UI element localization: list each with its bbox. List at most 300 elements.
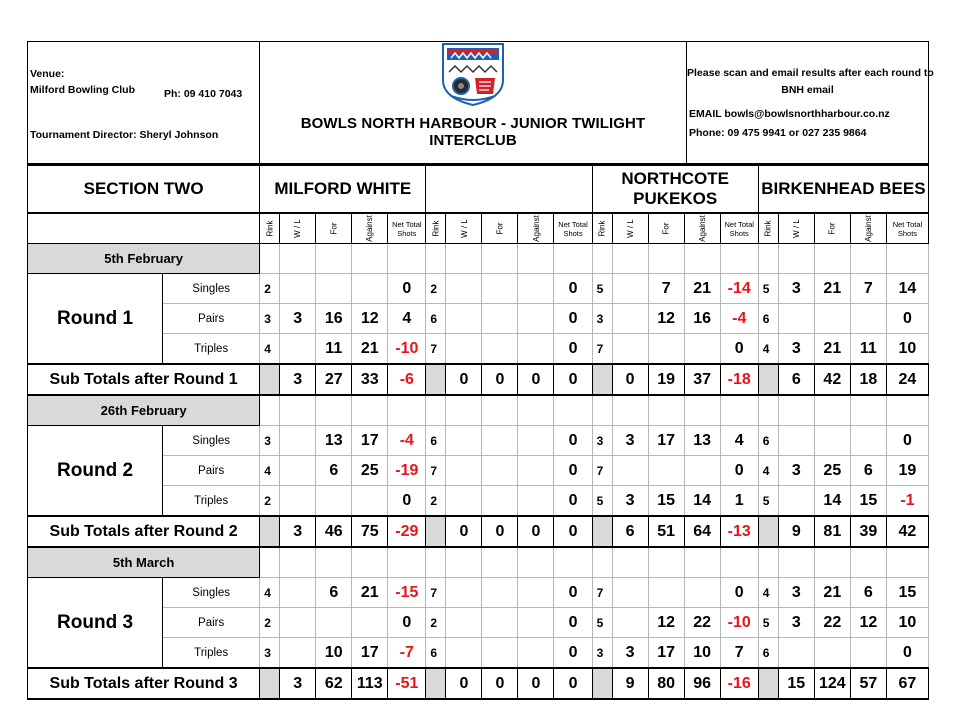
round-name: Round 1 xyxy=(28,274,163,365)
result-row xyxy=(28,334,929,365)
shots-against: 21 xyxy=(352,334,388,365)
net-total-shots: -19 xyxy=(388,456,426,486)
rink-number: 2 xyxy=(260,274,280,304)
blank-cell xyxy=(426,244,446,274)
shots-against xyxy=(518,456,554,486)
win-loss xyxy=(446,486,482,517)
blank-cell xyxy=(388,395,426,426)
team-name: BIRKENHEAD BEES xyxy=(758,165,928,213)
shots-for xyxy=(814,638,850,669)
blank-cell xyxy=(684,395,720,426)
net-total-shots: 10 xyxy=(886,608,928,638)
blank-cell xyxy=(886,395,928,426)
net-total-shots: 0 xyxy=(720,334,758,365)
column-header-label: Net Total Shots xyxy=(392,219,422,238)
blank-cell xyxy=(778,547,814,578)
column-header-label: W / L xyxy=(625,219,635,238)
blank-cell xyxy=(684,547,720,578)
shots-for: 17 xyxy=(648,426,684,456)
column-header-label: Against xyxy=(697,215,707,242)
column-header-label: Rink xyxy=(763,220,773,237)
subtotal-label: Sub Totals after Round 1 xyxy=(28,364,260,395)
subtotal-win-loss: 6 xyxy=(612,516,648,547)
shots-against: 17 xyxy=(352,426,388,456)
blank-cell xyxy=(28,213,260,244)
shots-against: 6 xyxy=(850,578,886,608)
shots-against xyxy=(518,486,554,517)
round-name: Round 3 xyxy=(28,578,163,669)
win-loss xyxy=(280,608,316,638)
win-loss xyxy=(446,274,482,304)
win-loss xyxy=(280,274,316,304)
blank-cell xyxy=(612,244,648,274)
rink-number: 2 xyxy=(260,486,280,517)
net-total-shots: 0 xyxy=(554,638,592,669)
subtotal-for: 0 xyxy=(482,668,518,699)
subtotal-net: 0 xyxy=(554,516,592,547)
column-header xyxy=(886,213,928,244)
subtotal-rink-cell xyxy=(260,516,280,547)
rink-number: 3 xyxy=(592,638,612,669)
subtotal-against: 96 xyxy=(684,668,720,699)
column-header xyxy=(592,213,612,244)
round-date-row xyxy=(28,244,929,274)
subtotal-against: 39 xyxy=(850,516,886,547)
win-loss: 3 xyxy=(280,304,316,334)
win-loss xyxy=(612,274,648,304)
shots-for: 17 xyxy=(648,638,684,669)
win-loss xyxy=(280,578,316,608)
subtotal-net: -18 xyxy=(720,364,758,395)
column-header-label: Against xyxy=(365,215,375,242)
net-total-shots: -14 xyxy=(720,274,758,304)
blank-cell xyxy=(446,244,482,274)
subtotal-row xyxy=(28,668,929,699)
venue-phone: Ph: 09 410 7043 xyxy=(164,88,243,100)
column-header xyxy=(850,213,886,244)
venue-panel xyxy=(27,41,260,164)
win-loss: 3 xyxy=(612,486,648,517)
shots-against: 12 xyxy=(850,608,886,638)
shots-against: 15 xyxy=(850,486,886,517)
shots-against: 14 xyxy=(684,486,720,517)
subtotal-against: 57 xyxy=(850,668,886,699)
column-header xyxy=(612,213,648,244)
net-total-shots: -7 xyxy=(388,638,426,669)
blank-cell xyxy=(778,395,814,426)
round-date: 26th February xyxy=(28,395,260,426)
shots-against: 11 xyxy=(850,334,886,365)
team-name xyxy=(426,165,592,213)
rink-number: 4 xyxy=(758,456,778,486)
subtotal-win-loss: 0 xyxy=(446,668,482,699)
blank-cell xyxy=(648,547,684,578)
win-loss xyxy=(778,486,814,517)
net-total-shots: -4 xyxy=(388,426,426,456)
subtotal-win-loss: 3 xyxy=(280,668,316,699)
net-total-shots: 0 xyxy=(554,334,592,365)
results-table xyxy=(27,164,929,700)
blank-cell xyxy=(850,244,886,274)
shots-against xyxy=(684,334,720,365)
rink-number: 4 xyxy=(260,334,280,365)
subtotal-win-loss: 6 xyxy=(778,364,814,395)
blank-cell xyxy=(554,244,592,274)
subtotal-rink-cell xyxy=(426,516,446,547)
game-type: Triples xyxy=(163,638,260,669)
rink-number: 5 xyxy=(758,274,778,304)
game-type: Pairs xyxy=(163,304,260,334)
net-total-shots: 0 xyxy=(886,304,928,334)
rink-number: 6 xyxy=(758,426,778,456)
rink-number: 2 xyxy=(426,274,446,304)
win-loss xyxy=(446,608,482,638)
rink-number: 6 xyxy=(426,304,446,334)
column-header-label: W / L xyxy=(459,219,469,238)
win-loss xyxy=(612,456,648,486)
round-date-row xyxy=(28,547,929,578)
net-total-shots: 0 xyxy=(720,456,758,486)
shots-against xyxy=(352,274,388,304)
subtotal-for: 0 xyxy=(482,364,518,395)
subtotal-net: 0 xyxy=(554,364,592,395)
subtotal-win-loss: 0 xyxy=(612,364,648,395)
win-loss xyxy=(280,486,316,517)
net-total-shots: 0 xyxy=(886,638,928,669)
contact-phone: Phone: 09 475 9941 or 027 235 9864 xyxy=(689,127,867,139)
subtotal-against: 0 xyxy=(518,668,554,699)
shots-for xyxy=(482,578,518,608)
subtotal-for: 81 xyxy=(814,516,850,547)
subtotal-for: 124 xyxy=(814,668,850,699)
shots-for: 22 xyxy=(814,608,850,638)
shots-against xyxy=(518,578,554,608)
net-total-shots: 0 xyxy=(554,608,592,638)
shots-against xyxy=(850,638,886,669)
blank-cell xyxy=(446,395,482,426)
blank-cell xyxy=(758,395,778,426)
column-header-label: Against xyxy=(863,215,873,242)
blank-cell xyxy=(886,547,928,578)
rink-number: 3 xyxy=(260,304,280,334)
win-loss: 3 xyxy=(778,578,814,608)
shots-against: 16 xyxy=(684,304,720,334)
subtotal-for: 62 xyxy=(316,668,352,699)
instructions-panel xyxy=(686,41,934,164)
rink-number: 7 xyxy=(592,334,612,365)
win-loss xyxy=(778,638,814,669)
shots-against: 21 xyxy=(684,274,720,304)
column-header xyxy=(352,213,388,244)
net-total-shots: 0 xyxy=(554,578,592,608)
subtotal-for: 42 xyxy=(814,364,850,395)
result-row xyxy=(28,578,929,608)
net-total-shots: -15 xyxy=(388,578,426,608)
net-total-shots: 14 xyxy=(886,274,928,304)
rink-number: 5 xyxy=(758,486,778,517)
blank-cell xyxy=(352,244,388,274)
blank-cell xyxy=(352,547,388,578)
shots-for xyxy=(482,426,518,456)
net-total-shots: 19 xyxy=(886,456,928,486)
shots-for xyxy=(482,334,518,365)
shots-for: 25 xyxy=(814,456,850,486)
subtotal-net: -16 xyxy=(720,668,758,699)
blank-cell xyxy=(592,547,612,578)
subtotal-net: -6 xyxy=(388,364,426,395)
net-total-shots: 0 xyxy=(554,304,592,334)
shots-against xyxy=(518,334,554,365)
subtotal-rink-cell xyxy=(758,516,778,547)
shots-against xyxy=(518,274,554,304)
shots-against: 6 xyxy=(850,456,886,486)
win-loss xyxy=(612,334,648,365)
column-header xyxy=(684,213,720,244)
subtotal-win-loss: 9 xyxy=(612,668,648,699)
rink-number: 2 xyxy=(260,608,280,638)
blank-cell xyxy=(426,395,446,426)
subtotal-against: 37 xyxy=(684,364,720,395)
net-total-shots: -1 xyxy=(886,486,928,517)
win-loss: 3 xyxy=(778,274,814,304)
blank-cell xyxy=(260,547,280,578)
win-loss: 3 xyxy=(778,608,814,638)
subtotal-rink-cell xyxy=(758,364,778,395)
subtotal-net: 0 xyxy=(554,668,592,699)
result-row xyxy=(28,486,929,517)
game-type: Triples xyxy=(163,334,260,365)
rink-number: 4 xyxy=(260,456,280,486)
column-header-label: Net Total Shots xyxy=(558,219,588,238)
shots-for: 21 xyxy=(814,274,850,304)
column-header-label: For xyxy=(495,222,505,235)
rink-number: 6 xyxy=(426,638,446,669)
shots-against: 7 xyxy=(850,274,886,304)
win-loss xyxy=(446,456,482,486)
shots-for xyxy=(316,608,352,638)
net-total-shots: 0 xyxy=(554,274,592,304)
shots-for xyxy=(648,578,684,608)
win-loss: 3 xyxy=(612,638,648,669)
shots-for: 13 xyxy=(316,426,352,456)
blank-cell xyxy=(280,244,316,274)
result-row xyxy=(28,304,929,334)
win-loss xyxy=(612,608,648,638)
rink-number: 7 xyxy=(426,578,446,608)
result-row xyxy=(28,638,929,669)
blank-cell xyxy=(814,244,850,274)
column-header xyxy=(426,213,446,244)
result-row xyxy=(28,608,929,638)
subtotal-label: Sub Totals after Round 2 xyxy=(28,516,260,547)
rink-number: 7 xyxy=(592,456,612,486)
game-type: Singles xyxy=(163,274,260,304)
win-loss xyxy=(612,578,648,608)
win-loss xyxy=(280,456,316,486)
subtotal-against: 75 xyxy=(352,516,388,547)
shots-against xyxy=(352,486,388,517)
venue-label: Venue: xyxy=(30,68,65,80)
column-header-label: Net Total Shots xyxy=(724,219,754,238)
win-loss xyxy=(446,426,482,456)
net-total-shots: 0 xyxy=(554,456,592,486)
subtotal-net: 24 xyxy=(886,364,928,395)
blank-cell xyxy=(316,547,352,578)
subtotal-for: 46 xyxy=(316,516,352,547)
subtotal-win-loss: 15 xyxy=(778,668,814,699)
blank-cell xyxy=(612,395,648,426)
column-header xyxy=(260,213,280,244)
subtotal-for: 80 xyxy=(648,668,684,699)
blank-cell xyxy=(814,547,850,578)
blank-cell xyxy=(554,547,592,578)
column-header xyxy=(482,213,518,244)
shots-for xyxy=(814,304,850,334)
tournament-director: Tournament Director: Sheryl Johnson xyxy=(30,129,219,141)
round-date: 5th February xyxy=(28,244,260,274)
rink-number: 5 xyxy=(592,274,612,304)
win-loss xyxy=(446,578,482,608)
blank-cell xyxy=(758,244,778,274)
blank-cell xyxy=(592,244,612,274)
rink-number: 2 xyxy=(426,608,446,638)
column-header xyxy=(554,213,592,244)
column-header-label: Rink xyxy=(431,220,441,237)
note-line-2: BNH email xyxy=(781,84,834,96)
net-total-shots: -4 xyxy=(720,304,758,334)
shots-against: 25 xyxy=(352,456,388,486)
win-loss: 3 xyxy=(612,426,648,456)
net-total-shots: 7 xyxy=(720,638,758,669)
rink-number: 6 xyxy=(758,304,778,334)
shots-for xyxy=(648,334,684,365)
shots-for xyxy=(814,426,850,456)
blank-cell xyxy=(648,244,684,274)
column-header xyxy=(758,213,778,244)
win-loss xyxy=(778,426,814,456)
shots-for: 12 xyxy=(648,608,684,638)
win-loss xyxy=(778,304,814,334)
subtotal-rink-cell xyxy=(260,364,280,395)
blank-cell xyxy=(518,395,554,426)
net-total-shots: 0 xyxy=(388,274,426,304)
shots-against xyxy=(684,578,720,608)
column-header-label: For xyxy=(827,222,837,235)
page-title: BOWLS NORTH HARBOUR - JUNIOR TWILIGHT INTERCLUB xyxy=(300,115,646,149)
results-sheet xyxy=(27,41,934,692)
subtotal-rink-cell xyxy=(592,364,612,395)
shots-for xyxy=(482,304,518,334)
win-loss xyxy=(280,334,316,365)
column-header-label: For xyxy=(329,222,339,235)
rink-number: 6 xyxy=(426,426,446,456)
column-header xyxy=(720,213,758,244)
shots-for: 11 xyxy=(316,334,352,365)
shots-against: 22 xyxy=(684,608,720,638)
shots-for: 15 xyxy=(648,486,684,517)
shots-against xyxy=(518,426,554,456)
subtotal-for: 19 xyxy=(648,364,684,395)
team-header-row xyxy=(28,165,929,213)
game-type: Singles xyxy=(163,426,260,456)
rink-number: 4 xyxy=(758,578,778,608)
blank-cell xyxy=(850,395,886,426)
column-header xyxy=(316,213,352,244)
team-name: MILFORD WHITE xyxy=(260,165,426,213)
team-name: NORTHCOTE PUKEKOS xyxy=(592,165,758,213)
blank-cell xyxy=(388,547,426,578)
subtotal-win-loss: 0 xyxy=(446,364,482,395)
venue-name: Milford Bowling Club xyxy=(30,84,135,96)
shots-against xyxy=(518,304,554,334)
shots-for xyxy=(482,274,518,304)
net-total-shots: 0 xyxy=(554,486,592,517)
shots-against xyxy=(518,608,554,638)
shots-against: 12 xyxy=(352,304,388,334)
rink-number: 5 xyxy=(758,608,778,638)
contact-email: EMAIL bowls@bowlsnorthharbour.co.nz xyxy=(689,108,890,120)
blank-cell xyxy=(426,547,446,578)
blank-cell xyxy=(720,395,758,426)
subtotal-rink-cell xyxy=(426,364,446,395)
shots-for xyxy=(482,638,518,669)
round-name: Round 2 xyxy=(28,426,163,517)
shots-against xyxy=(850,304,886,334)
subtotal-rink-cell xyxy=(592,668,612,699)
shots-against xyxy=(352,608,388,638)
rink-number: 6 xyxy=(758,638,778,669)
shots-against: 10 xyxy=(684,638,720,669)
shots-against xyxy=(850,426,886,456)
column-header xyxy=(388,213,426,244)
shots-against xyxy=(518,638,554,669)
subtotal-win-loss: 3 xyxy=(280,516,316,547)
subtotal-net: -13 xyxy=(720,516,758,547)
subtotal-row xyxy=(28,364,929,395)
subtotal-rink-cell xyxy=(260,668,280,699)
blank-cell xyxy=(684,244,720,274)
blank-cell xyxy=(886,244,928,274)
club-logo-icon xyxy=(437,42,509,106)
subtotal-row xyxy=(28,516,929,547)
net-total-shots: -10 xyxy=(720,608,758,638)
game-type: Triples xyxy=(163,486,260,517)
net-total-shots: 0 xyxy=(388,486,426,517)
shots-against: 21 xyxy=(352,578,388,608)
net-total-shots: 4 xyxy=(388,304,426,334)
column-header-label: For xyxy=(661,222,671,235)
subtotal-against: 113 xyxy=(352,668,388,699)
subtotal-rink-cell xyxy=(592,516,612,547)
blank-cell xyxy=(280,395,316,426)
result-row xyxy=(28,456,929,486)
shots-for xyxy=(482,486,518,517)
shots-for: 14 xyxy=(814,486,850,517)
shots-against: 17 xyxy=(352,638,388,669)
blank-cell xyxy=(518,244,554,274)
section-title: SECTION TWO xyxy=(28,165,260,213)
subtotal-against: 0 xyxy=(518,364,554,395)
blank-cell xyxy=(316,395,352,426)
subtotal-against: 0 xyxy=(518,516,554,547)
column-header xyxy=(280,213,316,244)
column-header-row xyxy=(28,213,929,244)
column-header xyxy=(446,213,482,244)
blank-cell xyxy=(612,547,648,578)
column-header xyxy=(648,213,684,244)
column-header-label: Rink xyxy=(597,220,607,237)
game-type: Pairs xyxy=(163,456,260,486)
